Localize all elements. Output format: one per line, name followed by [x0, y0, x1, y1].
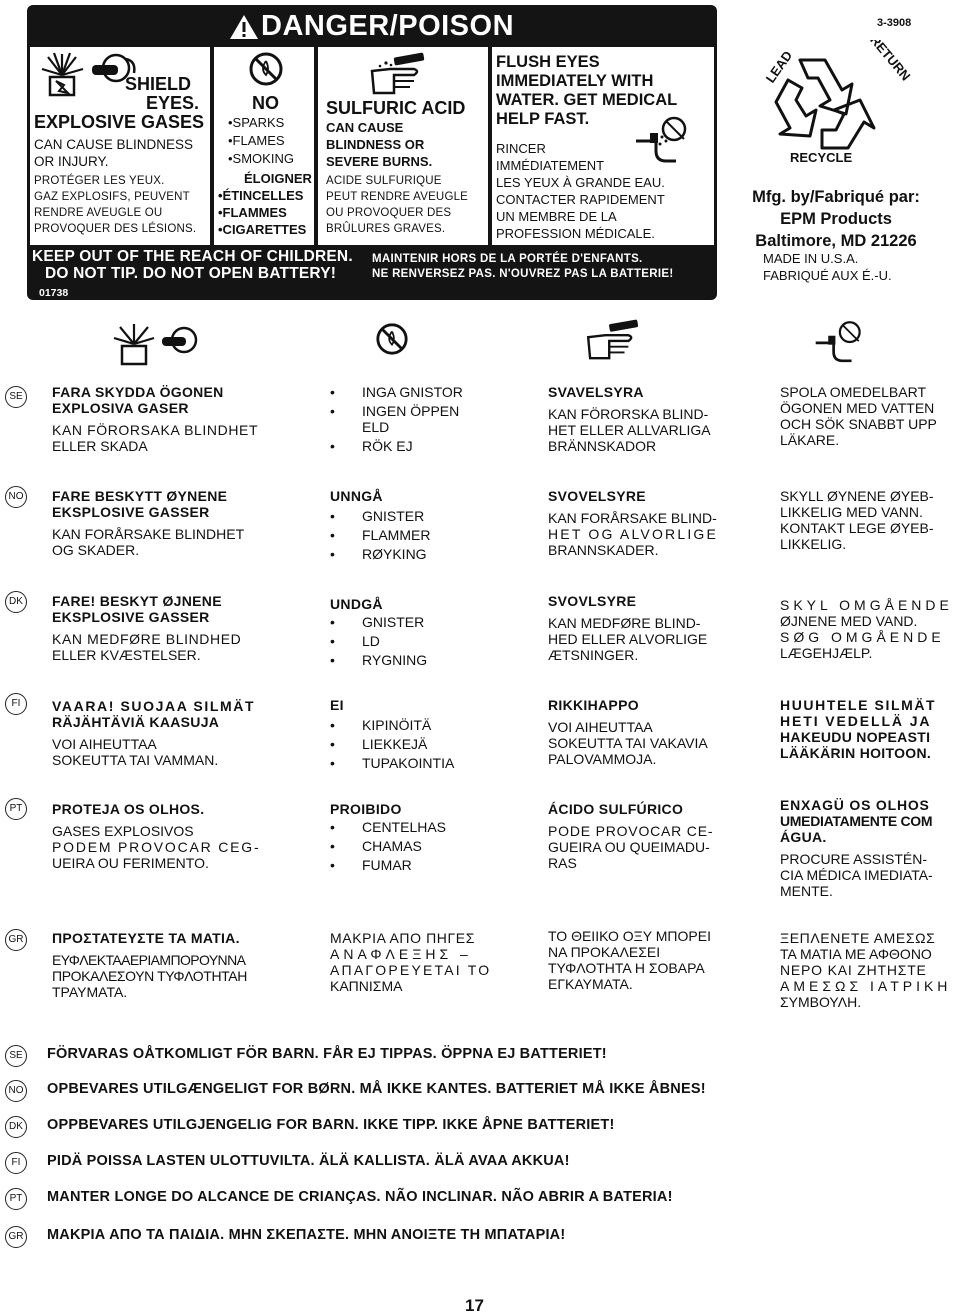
lang-badge-se: SE [5, 386, 27, 408]
no-item-1: •SPARKS [228, 115, 285, 130]
return-text: RETURN [867, 40, 914, 84]
se-c4-line-1: SPOLA OMEDELBART [780, 384, 927, 400]
dk-col-no [330, 596, 520, 668]
pt-c4-line-4: PROCURE ASSISTÉN- [780, 851, 928, 867]
no-flames-panel [214, 47, 314, 245]
shield-eyes-panel [30, 47, 210, 245]
label-footer-en [32, 248, 353, 282]
fi-col-shield [52, 698, 302, 768]
mfg-line-2: EPM Products [780, 210, 892, 228]
se-c1-line-1: KAN FÖRORSAKA BLINDHET [52, 422, 259, 438]
fi-c1-title: VAARA! SUOJAA SILMÄT [52, 698, 256, 714]
no-col-shield [52, 488, 302, 558]
sulfuric-acid-panel [318, 47, 488, 245]
no-c4-line-4: LIKKELIG. [780, 536, 847, 552]
shield-fr-2: GAZ EXPLOSIFS, PEUVENT [34, 191, 190, 203]
se-col-flush [780, 384, 960, 448]
se-c1-sub: EXPLOSIVA GASER [52, 400, 189, 416]
bottom-line-dk: OPPBEVARES UTILGJENGELIG FOR BARN. IKKE TIPP. IKKE ÅPNE BATTERIET! [47, 1117, 615, 1133]
se-c3-title: SVAVELSYRA [548, 384, 644, 400]
no-c2-title: UNNGÅ [330, 488, 383, 504]
acid-title: SULFURIC ACID [326, 98, 466, 118]
se-c2-item-3: • RÖK EJ [330, 438, 520, 454]
fi-col-acid [548, 697, 758, 767]
manufacturer-block [741, 186, 931, 252]
eyewash-faucet-icon [812, 316, 866, 368]
acid-line-1: CAN CAUSE [326, 120, 404, 135]
explosion-icon [38, 51, 88, 99]
recycle-icon [730, 40, 920, 160]
dk-c3-line-1: KAN MEDFØRE BLIND- [548, 615, 701, 631]
fi-c1-sub: RÄJÄHTÄVIÄ KAASUJA [52, 714, 220, 730]
gr-c2-line-4: ΚΑΠΝΙΣΜΑ [330, 978, 403, 994]
fi-c4-line-4: LÄÄKÄRIN HOITOON. [780, 745, 932, 761]
gr-c4-line-2: ΤΑ ΜΑΤΙΑ ΜΕ ΑΦΘΟΝΟ [780, 946, 932, 962]
no-fr-title: ÉLOIGNER [244, 171, 312, 186]
acid-fr-2: PEUT RENDRE AVEUGLE [326, 191, 469, 203]
pt-c3-line-1: PODE PROVOCAR CE- [548, 823, 714, 839]
dk-c4-line-3: SØG OMGÅENDE [780, 629, 945, 645]
no-col-acid [548, 488, 758, 558]
no-item-2: •FLAMES [228, 133, 285, 148]
no-col-no [330, 488, 520, 562]
flush-fr-3: LES YEUX À GRANDE EAU. [496, 175, 665, 190]
shield-fr-4: PROVOQUER DES LÉSIONS. [34, 223, 197, 235]
no-c2-item-1: • GNISTER [330, 508, 520, 524]
shield-title-3: EXPLOSIVE GASES [34, 112, 205, 132]
no-fr-item-3: •CIGARETTES [218, 222, 307, 237]
se-c3-line-3: BRÄNNSKADOR [548, 438, 657, 454]
fi-c3-line-2: SOKEUTTA TAI VAKAVIA [548, 735, 708, 751]
acid-line-3: SEVERE BURNS. [326, 154, 433, 169]
no-c3-line-3: BRANNSKADER. [548, 542, 659, 558]
gr-c1-line-1: ΕΥΦΛΕΚΤΑΑΕΡΙΑΜΠΟΡΟΥΝΝΑ [52, 952, 246, 968]
dk-col-flush [780, 597, 960, 661]
gr-col-no [330, 930, 520, 994]
footer-fr-line-2: NE RENVERSEZ PAS. N'OUVREZ PAS LA BATTERIE! [372, 268, 674, 280]
gr-c4-line-5: ΣΥΜΒΟΥΛΗ. [780, 994, 862, 1010]
pt-col-flush [780, 797, 960, 899]
se-c1-title: FARA SKYDDA ÖGONEN [52, 384, 224, 400]
pt-col-no [330, 801, 520, 873]
bottom-line-se: FÖRVARAS OÅTKOMLIGT FÖR BARN. FÅR EJ TIPPAS. ÖPPNA EJ BATTERIET! [47, 1046, 607, 1062]
flush-fr-5: UN MEMBRE DE LA [496, 209, 617, 224]
shield-line-1: CAN CAUSE BLINDNESS [34, 137, 194, 152]
no-c1-line-1: KAN FORÅRSAKE BLINDHET [52, 526, 245, 542]
dk-c2-item-3: • RYGNING [330, 652, 520, 668]
shield-title-2: EYES. [146, 93, 200, 113]
no-c3-title: SVOVELSYRE [548, 488, 646, 504]
gr-c4-line-1: ΞΕΠΛΕΝΕΤΕ ΑΜΕΣΩΣ [780, 930, 936, 946]
dk-col-acid [548, 593, 758, 663]
pt-c1-title: PROTEJA OS OLHOS. [52, 801, 205, 817]
no-fr-item-1: •ÉTINCELLES [218, 188, 304, 203]
lang-badge-no: NO [5, 486, 27, 508]
fi-c3-line-1: VOI AIHEUTTAA [548, 719, 653, 735]
mfg-line-3: Baltimore, MD 21226 [755, 232, 917, 250]
se-c4-line-4: LÄKARE. [780, 432, 840, 448]
no-fr-item-2: •FLAMMES [218, 205, 287, 220]
gr-col-flush [780, 930, 960, 1010]
dk-c3-line-2: HED ELLER ALVORLIGE [548, 631, 708, 647]
dk-c3-title: SVOVLSYRE [548, 593, 637, 609]
pt-c3-line-3: RAS [548, 855, 577, 871]
no-smoking-icon [248, 51, 284, 87]
gr-c2-line-3: ΑΠΑΓΟΡΕΥΕΤΑΙ ΤΟ [330, 962, 492, 978]
dk-c1-line-1: KAN MEDFØRE BLINDHED [52, 631, 242, 647]
gr-col-acid [548, 928, 758, 992]
fi-col-flush [780, 697, 960, 761]
acid-line-2: BLINDNESS OR [326, 137, 425, 152]
fi-c3-title: RIKKIHAPPO [548, 697, 639, 713]
flush-fr-2: IMMÉDIATEMENT [496, 158, 605, 173]
warning-icon [229, 14, 259, 40]
shield-line-2: OR INJURY. [34, 154, 109, 169]
bottom-badge-gr: GR [5, 1226, 27, 1248]
dk-c4-line-4: LÆGEHJÆLP. [780, 645, 873, 661]
no-col-flush [780, 488, 960, 552]
lang-badge-pt: PT [5, 798, 27, 820]
bottom-line-fi: PIDÄ POISSA LASTEN ULOTTUVILTA. ÄLÄ KALLISTA. ÄLÄ AVAA AKKUA! [47, 1153, 570, 1169]
goggles-icon [160, 326, 206, 356]
se-col-no [330, 384, 520, 454]
no-c4-line-2: LIKKELIG MED VANN. [780, 504, 923, 520]
bottom-line-gr: ΜΑΚΡΙΑ ΑΠΟ ΤΑ ΠΑΙΔΙΑ. ΜΗΝ ΣΚΕΠΑΣΤΕ. ΜΗΝ ΑΝΟΙΞΤΕ ΤΗ ΜΠΑΤΑΡΙΑ! [47, 1227, 566, 1243]
no-c4-line-1: SKYLL ØYNENE ØYEB- [780, 488, 934, 504]
bottom-badge-no: NO [5, 1080, 27, 1102]
made-line-2: FABRIQUÉ AUX É.-U. [763, 268, 892, 283]
bottom-line-pt: MANTER LONGE DO ALCANCE DE CRIANÇAS. NÃO INCLINAR. NÃO ABRIR A BATERIA! [47, 1189, 673, 1205]
pt-c2-item-3: • FUMAR [330, 857, 520, 873]
page-number: 17 [465, 1296, 484, 1315]
fi-c2-item-2: • LIEKKEJÄ [330, 736, 520, 752]
label-header [227, 8, 557, 44]
pt-c1-line-3: UEIRA OU FERIMENTO. [52, 855, 209, 871]
pt-col-shield [52, 801, 302, 871]
se-c4-line-3: OCH SÖK SNABBT UPP [780, 416, 937, 432]
label-title: DANGER/POISON [261, 10, 515, 42]
shield-fr-1: PROTÉGER LES YEUX. [34, 175, 165, 187]
bottom-badge-fi: FI [5, 1152, 27, 1174]
gr-col-shield [52, 930, 307, 1000]
flush-line-1: FLUSH EYES [496, 53, 600, 71]
bottom-badge-se: SE [5, 1045, 27, 1067]
dk-c4-line-1: SKYL OMGÅENDE [780, 597, 953, 613]
pt-c4-line-5: CIA MÉDICA IMEDIATA- [780, 867, 933, 883]
se-c1-line-2: ELLER SKADA [52, 438, 148, 454]
gr-c3-line-1: ΤΟ ΘΕΙΙΚΟ ΟΞΥ ΜΠΟΡΕΙ [548, 928, 711, 944]
gr-c3-line-2: ΝΑ ΠΡΟΚΑΛΕΣΕΙ [548, 944, 661, 960]
flush-line-3: WATER. GET MEDICAL [496, 91, 678, 109]
acid-hand-icon [364, 51, 434, 97]
fi-c3-line-3: PALOVAMMOJA. [548, 751, 657, 767]
se-c3-line-1: KAN FÖRORSKA BLIND- [548, 406, 709, 422]
se-col-acid [548, 384, 758, 454]
fi-c4-line-3: HAKEUDU NOPEASTI [780, 729, 931, 745]
pt-c2-title: PROIBIDO [330, 801, 402, 817]
flush-line-2: IMMEDIATELY WITH [496, 72, 654, 90]
pt-c3-line-2: GUEIRA OU QUEIMADU- [548, 839, 710, 855]
gr-c2-line-1: ΜΑΚΡΙΑ ΑΠΟ ΠΗΓΕΣ [330, 930, 475, 946]
pt-c4-line-3: ÁGUA. [780, 829, 827, 845]
lead-text: LEAD [762, 48, 796, 86]
acid-fr-4: BRÛLURES GRAVES. [326, 223, 446, 235]
dk-c2-item-2: • LD [330, 633, 520, 649]
shield-title-1: SHIELD [125, 74, 192, 94]
bottom-badge-dk: DK [5, 1116, 27, 1138]
dk-c1-line-2: ELLER KVÆSTELSER. [52, 647, 201, 663]
no-item-3: •SMOKING [228, 151, 294, 166]
se-c2-item-2b: ELD [362, 419, 390, 435]
part-number: 3-3908 [877, 17, 912, 29]
flush-fr-6: PROFESSION MÉDICALE. [496, 226, 655, 241]
flush-fr-1: RINCER [496, 141, 546, 156]
dk-c1-sub: EKSPLOSIVE GASSER [52, 609, 210, 625]
mfg-line-1: Mfg. by/Fabriqué par: [752, 188, 920, 206]
bottom-badge-pt: PT [5, 1188, 27, 1210]
recycle-logo [730, 40, 920, 165]
pt-c2-item-2: • CHAMAS [330, 838, 520, 854]
footer-en-line-2: DO NOT TIP. DO NOT OPEN BATTERY! [45, 265, 337, 282]
gr-c1-title: ΠΡΟΣΤΑΤΕΥΣΤΕ ΤΑ ΜΑΤΙΑ. [52, 930, 240, 946]
recycle-label: RECYCLE [790, 150, 853, 165]
fi-c4-line-2: HETI VEDELLÄ JA [780, 713, 932, 729]
se-c2-item-2: • INGEN ÖPPEN [330, 403, 520, 419]
made-line-1: MADE IN U.S.A. [763, 251, 859, 266]
bottom-line-no: OPBEVARES UTILGÆNGELIGT FOR BØRN. MÅ IKKE KANTES. BATTERIET MÅ IKKE ÅBNES! [47, 1081, 706, 1097]
dk-c2-item-1: • GNISTER [330, 614, 520, 630]
lang-badge-fi: FI [5, 693, 27, 715]
pt-c4-line-6: MENTE. [780, 883, 833, 899]
fi-c2-title: EI [330, 697, 344, 713]
pt-col-acid [548, 801, 758, 871]
pt-c1-line-2: PODEM PROVOCAR CEG- [52, 839, 261, 855]
no-smoking-icon [375, 322, 409, 356]
acid-hand-icon [580, 318, 648, 362]
dk-col-shield [52, 593, 302, 663]
se-c3-line-2: HET ELLER ALLVARLIGA [548, 422, 711, 438]
pt-c4-line-1: ENXAGÜ OS OLHOS [780, 797, 930, 813]
flush-eyes-panel [492, 47, 714, 245]
dk-c4-line-2: ØJNENE MED VAND. [780, 613, 918, 629]
footer-fr-line-1: MAINTENIR HORS DE LA PORTÉE D'ENFANTS. [372, 253, 643, 265]
no-c1-sub: EKSPLOSIVE GASSER [52, 504, 210, 520]
pt-c3-title: ÁCIDO SULFÚRICO [548, 801, 684, 817]
fi-col-no [330, 697, 520, 771]
gr-c4-line-4: ΑΜΕΣΩΣ ΙΑΤΡΙΚΗ [780, 978, 952, 994]
se-col-shield [52, 384, 302, 454]
gr-c2-line-2: ΑΝΑΦΛΕΞΗΣ – [330, 946, 472, 962]
fi-c4-line-1: HUUHTELE SILMÄT [780, 697, 937, 713]
no-c4-line-3: KONTAKT LEGE ØYEB- [780, 520, 934, 536]
fi-c1-line-1: VOI AIHEUTTAA [52, 736, 157, 752]
lang-badge-gr: GR [5, 929, 27, 951]
gr-c1-line-2: ΠΡΟΚΑΛΕΣΟΥΝ ΤΥΦΛΟΤΗΤΑΗ [52, 968, 247, 984]
se-c4-line-2: ÖGONEN MED VATTEN [780, 400, 935, 416]
no-c3-line-2: HET OG ALVORLIGE [548, 526, 719, 542]
dk-c3-line-3: ÆTSNINGER. [548, 647, 639, 663]
lang-badge-dk: DK [5, 591, 27, 613]
no-c2-item-2: • FLAMMER [330, 527, 520, 543]
made-in-block [763, 250, 892, 284]
acid-fr-3: OU PROVOQUER DES [326, 207, 452, 219]
label-code: 01738 [39, 287, 69, 299]
gr-c3-line-4: ΕΓΚΑΥΜΑΤΑ. [548, 976, 633, 992]
gr-c3-line-3: ΤΥΦΛΟΤΗΤΑ Η ΣΟΒΑΡΑ [548, 960, 705, 976]
pt-c1-line-1: GASES EXPLOSIVOS [52, 823, 194, 839]
shield-fr-3: RENDRE AVEUGLE OU [34, 207, 163, 219]
se-c2-item-1: • INGA GNISTOR [330, 384, 520, 400]
fi-c2-item-3: • TUPAKOINTIA [330, 755, 520, 771]
no-c1-title: FARE BESKYTT ØYNENE [52, 488, 228, 504]
pt-c2-item-1: • CENTELHAS [330, 819, 520, 835]
pt-c4-line-2: UMEDIATAMENTE COM [780, 813, 933, 829]
explosion-icon [110, 322, 158, 368]
label-footer-fr [372, 252, 673, 282]
gr-c4-line-3: ΝΕΡΟ ΚΑΙ ΖΗΤΗΣΤΕ [780, 962, 927, 978]
eyewash-faucet-icon [632, 111, 692, 169]
no-c1-line-2: OG SKADER. [52, 542, 140, 558]
footer-en-line-1: KEEP OUT OF THE REACH OF CHILDREN. [32, 248, 353, 265]
no-c2-item-3: • RØYKING [330, 546, 520, 562]
no-c3-line-1: KAN FORÅRSAKE BLIND- [548, 510, 717, 526]
danger-label [27, 5, 717, 300]
dk-c1-title: FARE! BESKYT ØJNENE [52, 593, 222, 609]
acid-fr-1: ACIDE SULFURIQUE [326, 175, 442, 187]
gr-c1-line-3: ΤΡΑΥΜΑΤΑ. [52, 984, 128, 1000]
flush-fr-4: CONTACTER RAPIDEMENT [496, 192, 665, 207]
dk-c2-title: UNDGÅ [330, 596, 383, 612]
fi-c1-line-2: SOKEUTTA TAI VAMMAN. [52, 752, 219, 768]
fi-c2-item-1: • KIPINÖITÄ [330, 717, 520, 733]
no-title: NO [252, 93, 279, 113]
flush-line-4: HELP FAST. [496, 110, 590, 128]
